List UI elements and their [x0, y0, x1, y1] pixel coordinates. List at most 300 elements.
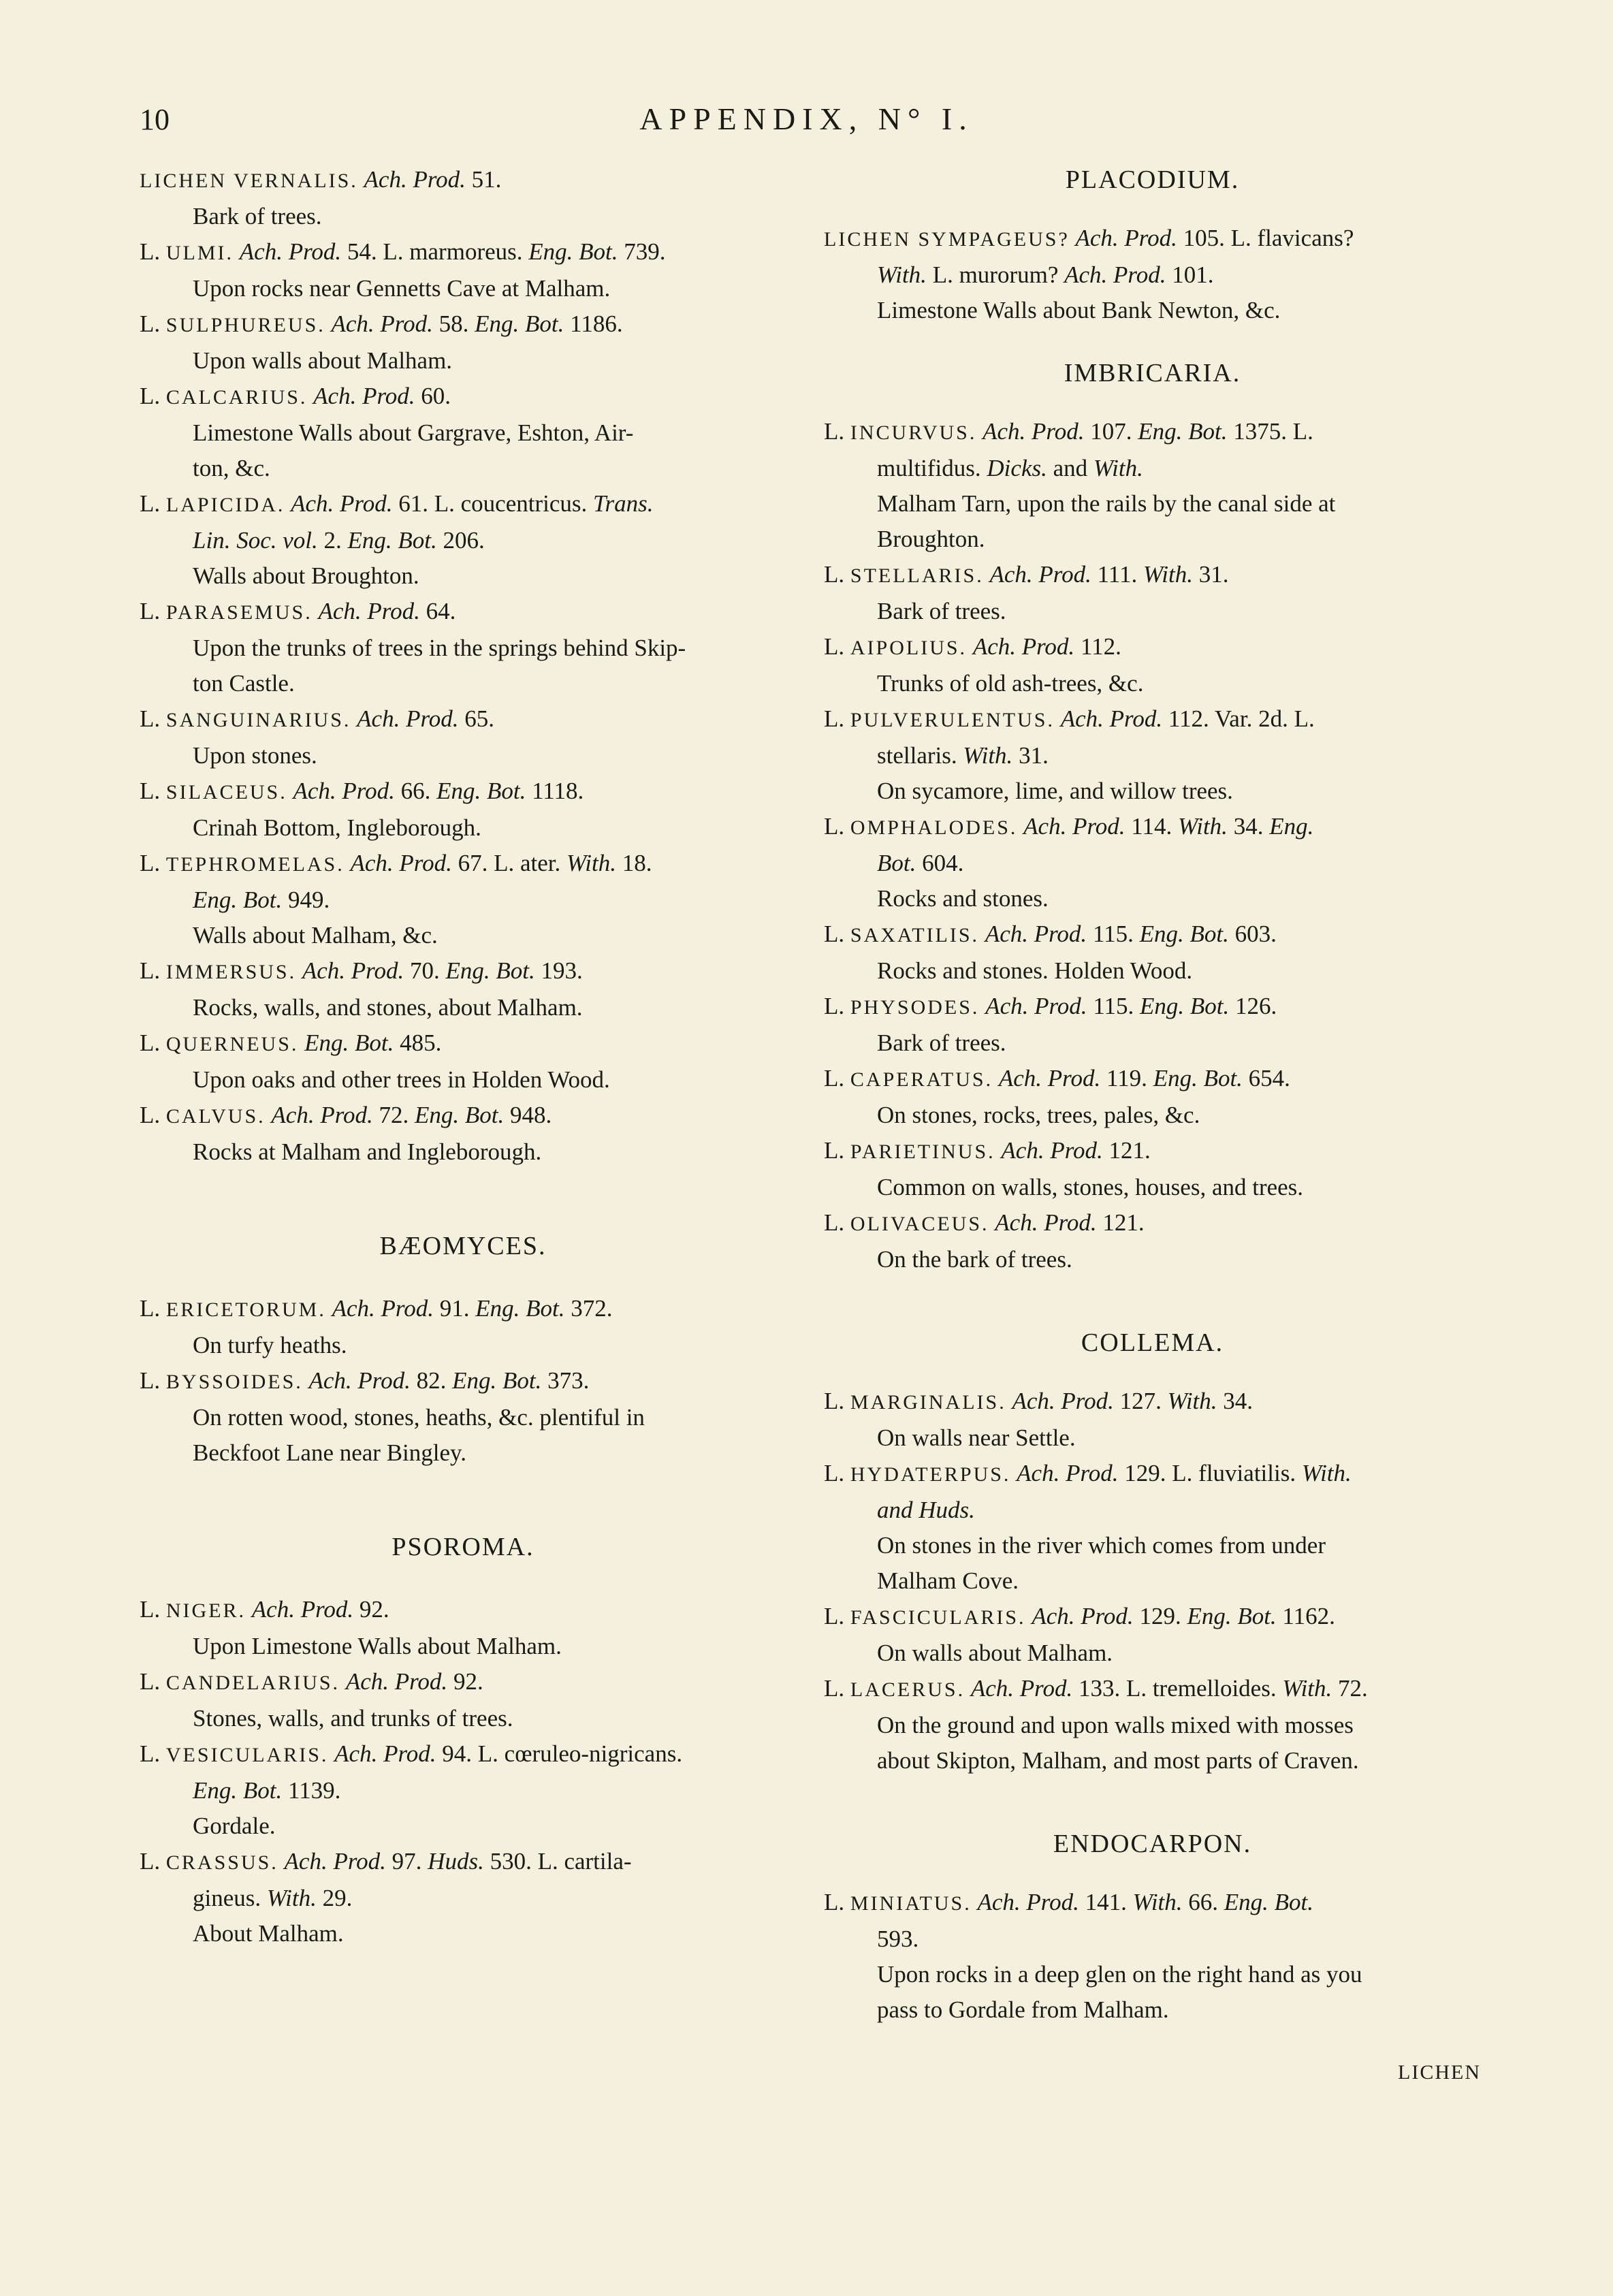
species-name: TEPHROMELAS.	[165, 853, 345, 876]
entry-text-line	[140, 918, 786, 953]
species-entry	[140, 1736, 786, 1844]
citation-abbrev: Ach. Prod.	[1017, 1460, 1119, 1486]
text-run: 66.	[394, 778, 437, 804]
entry-text-line	[140, 1062, 786, 1098]
text-run: 92.	[353, 1596, 389, 1623]
entry-citation-line	[824, 221, 1481, 257]
entry-text-line	[140, 451, 786, 486]
entry-text-line	[824, 486, 1481, 522]
species-name: LAPICIDA.	[165, 494, 285, 516]
text-run: Gordale.	[193, 1813, 276, 1839]
citation-abbrev: Eng. Bot.	[452, 1367, 542, 1394]
entry-citation-line	[140, 701, 786, 738]
text-run: 58.	[432, 310, 475, 337]
entry-text-line	[140, 271, 786, 306]
text-run: L.	[140, 1030, 166, 1056]
text-run: about Skipton, Malham, and most parts of Craven.	[877, 1747, 1359, 1774]
citation-abbrev: Eng. Bot.	[1153, 1065, 1243, 1091]
species-name: STELLARIS.	[850, 564, 984, 587]
species-entry	[824, 1384, 1481, 1456]
entry-text-line	[824, 1098, 1481, 1133]
catchword: LICHEN	[1398, 2061, 1481, 2084]
entry-text-line	[140, 1400, 786, 1435]
entry-citation-line	[140, 953, 786, 990]
species-entry	[824, 701, 1481, 809]
text-run: On sycamore, lime, and willow trees.	[877, 778, 1233, 804]
text-run	[285, 490, 291, 517]
text-run: 372.	[564, 1295, 613, 1322]
section-heading: PLACODIUM.	[1065, 165, 1240, 194]
text-run	[1055, 705, 1061, 732]
text-run: L.	[140, 850, 166, 876]
text-run: L.	[824, 1603, 850, 1629]
citation-abbrev: Dicks.	[987, 455, 1047, 481]
species-entry	[140, 1098, 786, 1170]
text-run	[326, 1295, 332, 1322]
text-run: gineus.	[193, 1885, 267, 1911]
entry-text-line	[140, 1435, 786, 1471]
entry-text-line	[824, 594, 1481, 629]
text-run	[358, 166, 364, 193]
text-run	[298, 1030, 304, 1056]
text-run	[1010, 1460, 1017, 1486]
text-run: 111.	[1091, 561, 1144, 588]
entry-text-line	[824, 1528, 1481, 1563]
right-column	[824, 162, 1481, 2090]
citation-abbrev: Trans.	[593, 490, 654, 517]
entry-text-line	[140, 1881, 786, 1916]
species-name: PARASEMUS.	[165, 601, 313, 624]
text-run: On walls near Settle.	[877, 1424, 1076, 1451]
entry-citation-line	[140, 379, 786, 415]
entry-text-line	[824, 1708, 1481, 1743]
species-entry	[824, 1456, 1481, 1599]
citation-abbrev: With.	[1301, 1460, 1352, 1486]
species-name: ULMI.	[165, 242, 234, 264]
text-run: 29.	[316, 1885, 353, 1911]
text-run: 206.	[436, 527, 485, 554]
text-run: 67. L. ater.	[451, 850, 567, 876]
text-run: 82.	[410, 1367, 453, 1394]
species-entry	[824, 629, 1481, 701]
species-name: PHYSODES.	[850, 996, 980, 1019]
citation-abbrev: Ach. Prod.	[364, 166, 466, 193]
text-run: 126.	[1229, 993, 1277, 1019]
text-run: On the ground and upon walls mixed with mosses	[877, 1712, 1354, 1738]
species-name: CALCARIUS.	[165, 386, 308, 409]
text-run: Malham Tarn, upon the rails by the canal side at	[877, 490, 1336, 517]
entry-text-line	[824, 1242, 1481, 1277]
section-heading: IMBRICARIA.	[1064, 359, 1241, 387]
citation-abbrev: With.	[1093, 455, 1143, 481]
text-run: Upon oaks and other trees in Holden Wood.	[193, 1066, 610, 1093]
text-run: L.	[140, 1596, 166, 1623]
species-entry	[140, 162, 786, 234]
text-run: 373.	[541, 1367, 590, 1394]
species-name: CAPERATUS.	[850, 1068, 993, 1091]
text-run	[328, 1740, 334, 1767]
citation-abbrev: Eng. Bot.	[415, 1102, 505, 1128]
text-run: On stones in the river which comes from under	[877, 1532, 1326, 1559]
species-name: CANDELARIUS.	[165, 1672, 340, 1694]
entry-text-line	[824, 1992, 1481, 2028]
citation-abbrev: With.	[1178, 813, 1228, 840]
entry-text-line	[140, 990, 786, 1025]
entry-citation-line	[824, 1456, 1481, 1493]
species-name: NIGER.	[165, 1599, 246, 1622]
text-run: L.	[140, 1848, 166, 1875]
text-run: L.	[140, 778, 166, 804]
citation-abbrev: Eng.	[1269, 813, 1314, 840]
entry-citation-line	[824, 989, 1481, 1025]
citation-abbrev: Ach. Prod.	[1064, 261, 1166, 288]
citation-abbrev: With.	[566, 850, 616, 876]
entry-text-line	[140, 558, 786, 594]
entry-citation-line	[824, 629, 1481, 666]
text-run: Upon walls about Malham.	[193, 347, 453, 374]
species-name: PULVERULENTUS.	[850, 709, 1055, 731]
text-run: L.	[824, 1460, 850, 1486]
citation-abbrev: Eng. Bot.	[436, 778, 526, 804]
text-run: On walls about Malham.	[877, 1640, 1113, 1666]
entry-citation-line	[140, 1664, 786, 1701]
citation-abbrev: Ach. Prod.	[308, 1367, 411, 1394]
text-run: L.	[824, 1388, 850, 1414]
text-run	[1070, 225, 1076, 251]
text-run: 97.	[385, 1848, 428, 1875]
text-run: On turfy heaths.	[193, 1332, 347, 1358]
text-run	[351, 705, 357, 732]
species-entry	[140, 1664, 786, 1736]
text-run: 60.	[415, 383, 451, 409]
entry-citation-line	[824, 1885, 1481, 1922]
text-run: 1375. L.	[1227, 418, 1313, 445]
entry-text-line	[824, 1743, 1481, 1779]
citation-abbrev: Ach. Prod.	[357, 705, 459, 732]
citation-abbrev: Ach. Prod.	[985, 993, 1087, 1019]
text-run	[976, 418, 983, 445]
text-run: 654.	[1242, 1065, 1290, 1091]
citation-abbrev: Eng. Bot.	[445, 957, 535, 984]
entry-text-line	[824, 1170, 1481, 1205]
entry-citation-line	[140, 846, 786, 882]
text-run: 34.	[1217, 1388, 1253, 1414]
text-run: 115.	[1087, 921, 1140, 947]
text-run: Limestone Walls about Bank Newton, &c.	[877, 297, 1281, 323]
text-run: Malham Cove.	[877, 1567, 1019, 1594]
entry-text-line	[824, 1922, 1481, 1957]
entry-citation-line	[824, 414, 1481, 451]
citation-abbrev: Ach. Prod.	[334, 1740, 436, 1767]
citation-abbrev: Ach. Prod.	[983, 418, 1085, 445]
text-run: 18.	[616, 850, 652, 876]
species-entry	[824, 1671, 1481, 1779]
page-number: 10	[140, 103, 170, 136]
text-run: 1186.	[564, 310, 623, 337]
text-run: L.	[824, 1065, 850, 1091]
text-run: L. murorum?	[926, 261, 1065, 288]
text-run	[979, 993, 985, 1019]
text-run: 72.	[372, 1102, 415, 1128]
text-run: 91.	[433, 1295, 476, 1322]
citation-abbrev: Ach. Prod.	[1075, 225, 1177, 251]
entry-text-line	[824, 738, 1481, 774]
text-run: 485.	[394, 1030, 442, 1056]
species-name: SAXATILIS.	[850, 924, 980, 946]
species-entry	[824, 221, 1481, 328]
text-run: L.	[140, 310, 166, 337]
species-name: SILACEUS.	[165, 781, 287, 803]
text-run: Rocks and stones.	[877, 885, 1049, 912]
text-run	[278, 1848, 285, 1875]
text-run: 604.	[916, 850, 964, 876]
text-run: L.	[140, 383, 166, 409]
text-run: 72.	[1332, 1675, 1368, 1702]
text-run	[1017, 813, 1023, 840]
entry-citation-line	[140, 1844, 786, 1881]
entry-text-line	[140, 1134, 786, 1170]
section-heading: BÆOMYCES.	[379, 1232, 547, 1260]
text-run: L.	[824, 1209, 850, 1236]
text-run: L.	[140, 1740, 166, 1767]
species-name: LICHEN SYMPAGEUS?	[824, 228, 1070, 251]
text-run: Rocks and stones. Holden Wood.	[877, 957, 1193, 984]
citation-abbrev: Eng. Bot.	[304, 1030, 394, 1056]
text-run: 948.	[504, 1102, 552, 1128]
text-run: About Malham.	[193, 1920, 344, 1947]
entry-citation-line	[140, 234, 786, 271]
entry-text-line	[824, 774, 1481, 809]
citation-abbrev: Ach. Prod.	[331, 310, 433, 337]
text-run: Rocks, walls, and stones, about Malham.	[193, 994, 583, 1021]
entry-text-line	[824, 522, 1481, 557]
text-run: 121.	[1102, 1137, 1151, 1164]
species-name: IMMERSUS.	[165, 961, 297, 983]
text-run: 66.	[1182, 1889, 1224, 1915]
text-run: ton, &c.	[193, 455, 270, 481]
species-name: LICHEN VERNALIS.	[140, 170, 358, 192]
entry-text-line	[140, 810, 786, 846]
entry-citation-line	[824, 1133, 1481, 1170]
entry-citation-line	[140, 1098, 786, 1134]
text-run: 141.	[1079, 1889, 1133, 1915]
entry-citation-line	[824, 1061, 1481, 1098]
text-run: Upon rocks in a deep glen on the right hand as you	[877, 1961, 1362, 1988]
species-name: HYDATERPUS.	[850, 1463, 1011, 1486]
entry-citation-line	[140, 1736, 786, 1773]
text-run: 949.	[282, 887, 330, 913]
text-run: Upon the trunks of trees in the springs behind Skip-	[193, 635, 686, 661]
citation-abbrev: Ach. Prod.	[284, 1848, 386, 1875]
species-name: BYSSOIDES.	[165, 1371, 303, 1393]
citation-abbrev: Ach. Prod.	[998, 1065, 1101, 1091]
citation-abbrev: Eng. Bot.	[1187, 1603, 1277, 1629]
entry-citation-line	[140, 1363, 786, 1400]
text-run: On rotten wood, stones, heaths, &c. plentiful in	[193, 1404, 645, 1431]
species-name: PARIETINUS.	[850, 1141, 995, 1163]
text-run: 34.	[1227, 813, 1270, 840]
text-run	[967, 633, 973, 660]
citation-abbrev: Ach. Prod.	[970, 1675, 1073, 1702]
text-run: L.	[140, 598, 166, 624]
entry-text-line	[824, 1025, 1481, 1061]
species-entry	[140, 1363, 786, 1471]
entry-text-line	[140, 1629, 786, 1664]
text-run: 603.	[1228, 921, 1277, 947]
species-name: INCURVUS.	[850, 421, 977, 444]
text-run: 31.	[1192, 561, 1229, 588]
citation-abbrev: With.	[877, 261, 927, 288]
text-run: L.	[140, 957, 166, 984]
entry-text-line	[140, 882, 786, 918]
text-run: L.	[140, 1295, 166, 1322]
text-run: Beckfoot Lane near Bingley.	[193, 1439, 467, 1466]
citation-abbrev: Eng. Bot.	[475, 1295, 565, 1322]
citation-abbrev: Ach. Prod.	[239, 238, 342, 265]
citation-abbrev: Eng. Bot.	[1138, 418, 1228, 445]
text-run	[325, 310, 332, 337]
entry-citation-line	[140, 1291, 786, 1328]
entry-text-line	[140, 343, 786, 379]
species-entry	[140, 234, 786, 306]
species-entry	[824, 1205, 1481, 1277]
citation-abbrev: Ach. Prod.	[985, 921, 1087, 947]
text-run: 127.	[1113, 1388, 1168, 1414]
citation-abbrev: Ach. Prod.	[302, 957, 404, 984]
species-entry	[140, 1592, 786, 1664]
text-run: 65.	[458, 705, 495, 732]
text-run: 61. L. coucentricus.	[392, 490, 594, 517]
text-run: 193.	[534, 957, 583, 984]
entry-citation-line	[140, 594, 786, 631]
text-run: L.	[824, 813, 850, 840]
species-name: CALVUS.	[165, 1105, 266, 1128]
entry-text-line	[140, 1773, 786, 1808]
citation-abbrev: Lin. Soc. vol.	[193, 527, 318, 554]
text-run: pass to Gordale from Malham.	[877, 1996, 1169, 2023]
entry-citation-line	[140, 486, 786, 523]
entry-text-line	[140, 199, 786, 234]
citation-abbrev: Eng. Bot.	[528, 238, 618, 265]
text-run: 54. L. marmoreus.	[341, 238, 529, 265]
text-run: L.	[140, 1367, 166, 1394]
entry-citation-line	[824, 916, 1481, 953]
citation-abbrev: Huds.	[428, 1848, 484, 1875]
species-entry	[140, 594, 786, 701]
text-run: Limestone Walls about Gargrave, Eshton, Air-	[193, 419, 634, 446]
text-run	[307, 383, 313, 409]
citation-abbrev: With.	[1132, 1889, 1183, 1915]
species-name: VESICULARIS.	[165, 1744, 329, 1766]
text-run: L.	[140, 705, 166, 732]
text-run: 1139.	[282, 1777, 341, 1804]
text-run: On stones, rocks, trees, pales, &c.	[877, 1102, 1200, 1128]
entry-text-line	[824, 1563, 1481, 1599]
entry-text-line	[824, 1636, 1481, 1671]
entry-text-line	[824, 1957, 1481, 1992]
entry-citation-line	[140, 162, 786, 199]
citation-abbrev: Ach. Prod.	[271, 1102, 373, 1128]
text-run: L.	[824, 993, 850, 1019]
entry-text-line	[140, 1328, 786, 1363]
species-name: SANGUINARIUS.	[165, 709, 351, 731]
citation-abbrev: Ach. Prod.	[313, 383, 415, 409]
text-run: L.	[824, 418, 850, 445]
species-entry	[824, 916, 1481, 989]
species-entry	[140, 846, 786, 953]
text-run: 593.	[877, 1926, 919, 1952]
species-name: MARGINALIS.	[850, 1391, 1006, 1414]
entry-citation-line	[824, 1205, 1481, 1242]
text-run: 129. L. fluviatilis.	[1118, 1460, 1302, 1486]
species-entry	[824, 1133, 1481, 1205]
species-name: QUERNEUS.	[165, 1033, 299, 1055]
citation-abbrev: Ach. Prod.	[345, 1668, 448, 1695]
text-run: Walls about Broughton.	[193, 562, 419, 589]
entry-text-line	[140, 666, 786, 701]
species-entry	[824, 1885, 1481, 2028]
species-entry	[140, 379, 786, 486]
text-run	[234, 238, 240, 265]
text-run: 92.	[447, 1668, 483, 1695]
entry-text-line	[824, 1420, 1481, 1456]
citation-abbrev: Ach. Prod.	[977, 1889, 1079, 1915]
species-entry	[140, 774, 786, 846]
citation-abbrev: Ach. Prod.	[989, 561, 1091, 588]
text-run: L.	[824, 1675, 850, 1702]
text-run: 119.	[1100, 1065, 1153, 1091]
text-run: 129.	[1133, 1603, 1187, 1629]
species-entry	[824, 557, 1481, 629]
species-entry	[824, 1061, 1481, 1133]
text-run: Upon rocks near Gennetts Cave at Malham.	[193, 275, 611, 302]
text-run: L.	[824, 705, 850, 732]
species-name: AIPOLIUS.	[850, 637, 968, 659]
text-run: Bark of trees.	[877, 1030, 1006, 1056]
text-run: L.	[824, 1137, 850, 1164]
text-run: On the bark of trees.	[877, 1246, 1072, 1273]
text-run: 94. L. cœruleo-nigricans.	[436, 1740, 683, 1767]
text-run: stellaris.	[877, 742, 963, 769]
text-run	[296, 957, 302, 984]
species-name: ERICETORUM.	[165, 1298, 326, 1321]
left-column	[140, 162, 786, 1951]
species-entry	[140, 486, 786, 594]
text-run: Upon Limestone Walls about Malham.	[193, 1633, 562, 1659]
entry-text-line	[824, 881, 1481, 916]
citation-abbrev: Ach. Prod.	[318, 598, 420, 624]
citation-abbrev: Ach. Prod.	[1032, 1603, 1134, 1629]
citation-abbrev: Ach. Prod.	[332, 1295, 434, 1322]
text-run: 64.	[419, 598, 456, 624]
text-run: Common on walls, stones, houses, and trees.	[877, 1174, 1304, 1200]
citation-abbrev: Ach. Prod.	[1060, 705, 1163, 732]
species-entry	[140, 953, 786, 1025]
text-run	[993, 1065, 999, 1091]
text-run: L.	[824, 1889, 850, 1915]
entry-text-line	[824, 451, 1481, 486]
citation-abbrev: Ach. Prod.	[995, 1209, 1097, 1236]
text-run	[246, 1596, 252, 1623]
entry-citation-line	[824, 1671, 1481, 1708]
entry-citation-line	[824, 557, 1481, 594]
text-run: L.	[140, 1102, 166, 1128]
entry-text-line	[140, 738, 786, 774]
text-run: 1162.	[1276, 1603, 1335, 1629]
text-run	[979, 921, 985, 947]
text-run: 31.	[1012, 742, 1049, 769]
text-run: Broughton.	[877, 526, 985, 552]
